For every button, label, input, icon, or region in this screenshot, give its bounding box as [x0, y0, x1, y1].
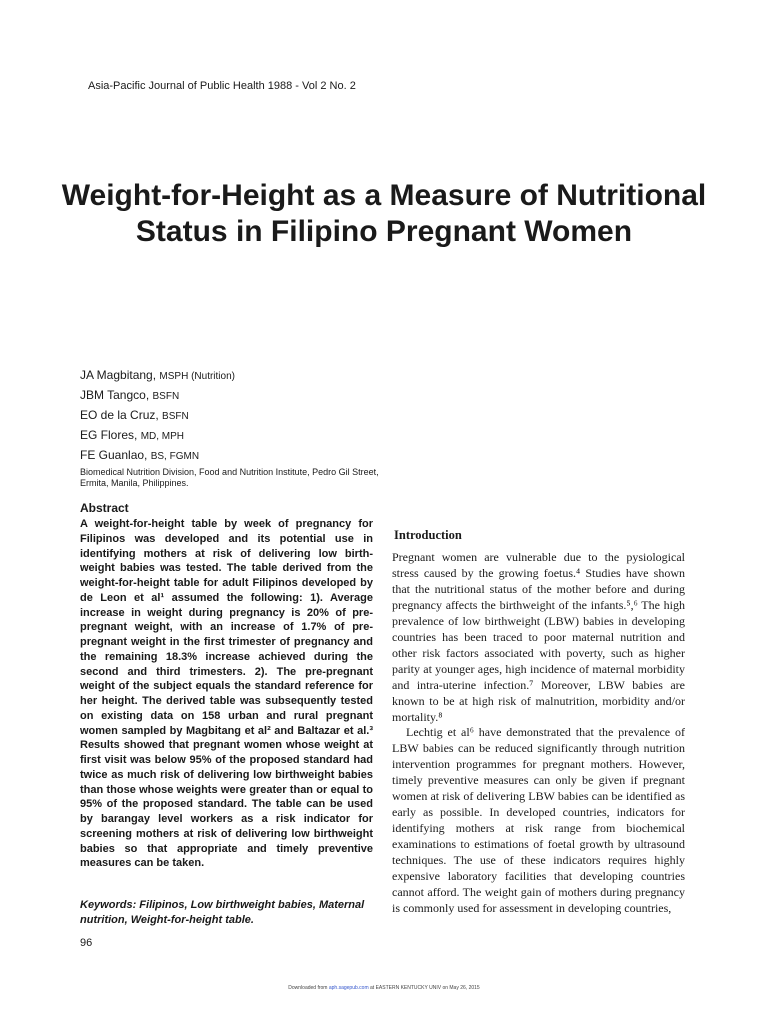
journal-header: Asia-Pacific Journal of Public Health 1988 - Vol 2 No. 2: [88, 80, 356, 92]
author-2: [80, 386, 400, 406]
author-affiliation: Biomedical Nutrition Division, Food and Nutrition Institute, Pedro Gil Street, Ermita, Manila, Philippines.: [80, 467, 379, 488]
abstract-text: A weight-for-height table by week of pregnancy for Filipinos was developed and its potential use in identifying mothers at risk of delivering low birth-weight babies was tested. The table derived from the weight-for-height table for adult Filipinos developed by de Leon et al¹ assumed the following: 1). Average increase in weight during pregnancy is 20% of pre-pregnant weight, with an increase of 1.7% of pre-pregnant weight in the first trimester of pregnancy and the remaining 18.3% increase achieved during the second and third trimesters. 2). The pre-pregnant weight of the subject equals the standard reference for her height. The derived table was subsequently tested on existing data on 158 urban and rural pregnant women sampled by Magbitang et al² and Baltazar et al.³ Results showed that pregnant women whose weight at first visit was below 95% of the proposed standard had twice as much risk of delivering low birthweight babies than those whose weights were greater than or equal to 95% of the proposed standard. The table can be used by barangay level workers as a risk indicator for screening mothers at risk of delivering low birthweight babies so that appropriate and timely preventive measures can be taken.: [80, 518, 373, 870]
introduction-heading: Introduction: [394, 528, 462, 542]
footer-source-link[interactable]: aph.sagepub.com: [328, 985, 369, 991]
footer-suffix: at EASTERN KENTUCKY UNIV on May 26, 2015: [370, 985, 480, 991]
author-credentials: MSPH (Nutrition): [159, 371, 235, 382]
keywords: Keywords: Filipinos, Low birthweight babies, Maternal nutrition, Weight-for-height table.: [80, 899, 365, 926]
author-name: JBM Tangco,: [80, 388, 150, 402]
author-3: [80, 406, 400, 426]
author-name: JA Magbitang,: [80, 368, 157, 382]
page-number: 96: [80, 937, 93, 949]
author-credentials: BSFN: [162, 411, 189, 422]
footer-prefix: Downloaded from: [288, 985, 328, 991]
article-title: Weight-for-Height as a Measure of Nutritional Status in Filipino Pregnant Women: [61, 179, 707, 248]
author-credentials: BS, FGMN: [150, 451, 200, 462]
author-credentials: MD, MPH: [140, 431, 185, 442]
abstract-heading: Abstract: [80, 501, 129, 515]
introduction-paragraph-2: Lechtig et al⁶ have demonstrated that the prevalence of LBW babies can be reduced significantly through nutrition intervention programmes for pregnant mothers. However, timely preventive measures can only be given if pregnant women at risk of delivering LBW babies can be identified as early as possible. In developed countries, indicators for identifying mothers at risk range from biochemical examinations to estimations of foetal growth by ultrasound techniques. The use of these indicators requires highly expensive laboratory facilities that developing countries cannot afford. The weight gain of mothers during pregnancy is commonly used for assessment in developing countries,: [392, 725, 685, 915]
author-1: [80, 366, 400, 386]
author-name: EO de la Cruz,: [80, 408, 159, 422]
download-footer: [0, 985, 768, 991]
introduction-body: [392, 550, 685, 917]
author-5: [80, 446, 400, 466]
author-credentials: BSFN: [152, 391, 180, 402]
author-list: [80, 366, 400, 489]
introduction-paragraph-1: Pregnant women are vulnerable due to the pysiological stress caused by the growing foetus.⁴ Studies have shown that the nutritional status of the mother before and during pregnancy affects the birthweight of the infants.⁵,⁶ The high prevalence of low birthweight (LBW) babies in developing countries has been traced to poor maternal nutrition and other risk factors associated with poverty, such as higher parity at younger ages, high incidence of maternal morbidity and intra-uterine infection.⁷ Moreover, LBW babies are known to be at high risk of malnutrition, morbidity and/or mortality.⁸: [392, 550, 685, 724]
author-name: EG Flores,: [80, 428, 138, 442]
author-4: [80, 426, 400, 446]
author-name: FE Guanlao,: [80, 448, 148, 462]
